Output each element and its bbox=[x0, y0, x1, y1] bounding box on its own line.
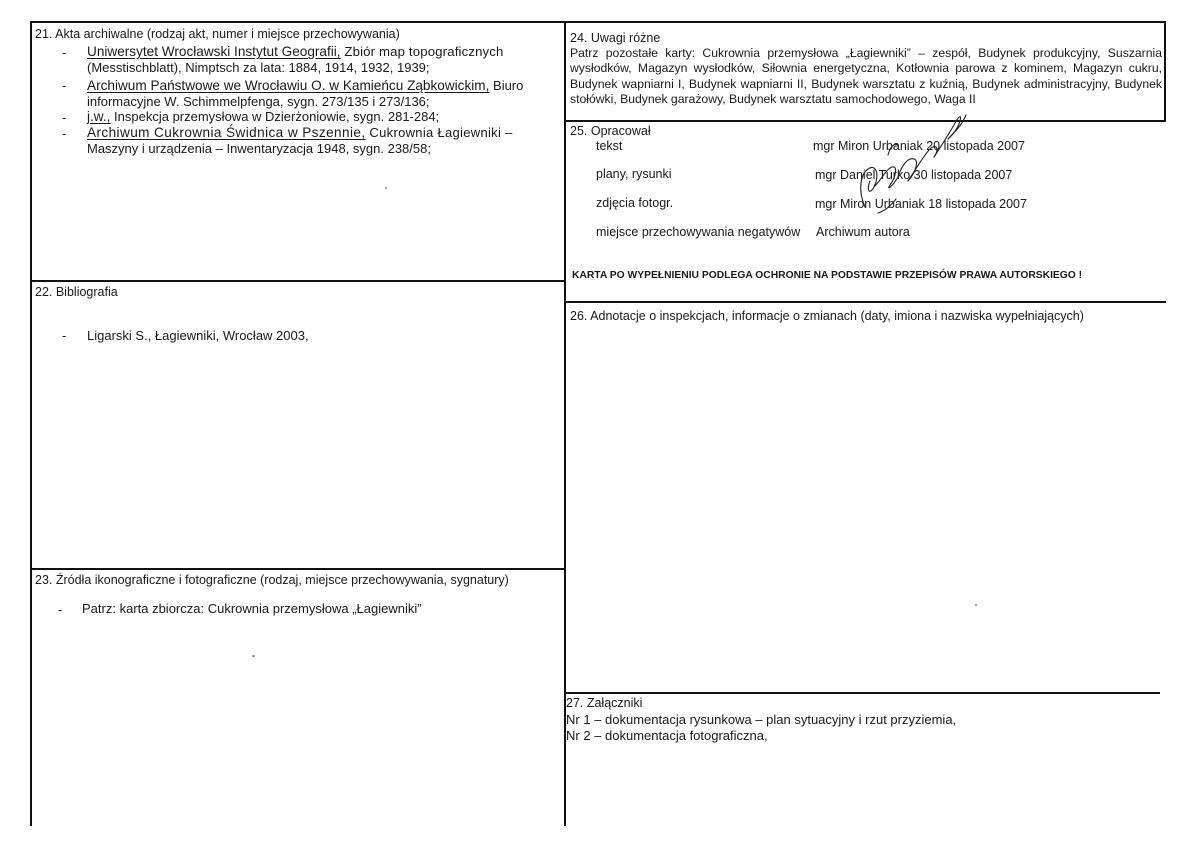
remarks-lead: Patrz pozostałe karty: bbox=[570, 46, 696, 60]
list-item-archive-4 bbox=[87, 125, 563, 141]
author-role-value: mgr Miron Urbaniak 18 listopada 2007 bbox=[815, 197, 1027, 211]
list-item-archive-4-cont: Maszyny i urządzenia – Inwentaryzacja 1948, sygn. 238/58; bbox=[87, 141, 431, 156]
handwritten-signature bbox=[830, 95, 970, 235]
right-border bbox=[1164, 21, 1166, 121]
list-bullet: - bbox=[62, 45, 67, 60]
iconography-item: Patrz: karta zbiorcza: Cukrownia przemysłowa „Łagiewniki” bbox=[82, 601, 422, 616]
attachment-item: Nr 1 – dokumentacja rysunkowa – plan sytuacyjny i rzut przyziemia, bbox=[566, 712, 957, 727]
archive-source-link: Archiwum Cukrownia Świdnica w Pszennie, bbox=[87, 125, 366, 140]
section-27-title: 27. Załączniki bbox=[566, 696, 643, 710]
list-item-archive-2-cont: informacyjne W. Schimmelpfenga, sygn. 273/135 i 273/136; bbox=[87, 94, 430, 109]
author-role-value: mgr Daniel Turko 30 listopada 2007 bbox=[815, 168, 1013, 182]
copyright-notice: KARTA PO WYPEŁNIENIU PODLEGA OCHRONIE NA PODSTAWIE PRZEPISÓW PRAWA AUTORSKIEGO ! bbox=[572, 270, 1083, 281]
left-border bbox=[30, 21, 32, 826]
remarks-body: Cukrownia przemysłowa „Łagiewniki” – zespół, Budynek produkcyjny, Suszarnia wysłodków, Magazyn wysłodków, Siłownia energetyczna, Kotłownia parowa z kominem, Magazyn cukru, Budynek wapniarni I, Budynek wapniarni II, Budynek warsztatu z kuźnią, Budynek administracyjny, Budynek stołówki, Budynek garażowy, Budynek warsztatu samochodowego, Waga II bbox=[570, 46, 1163, 106]
list-bullet: - bbox=[62, 110, 67, 125]
author-role-label: plany, rysunki bbox=[596, 167, 672, 181]
author-role-value: Archiwum autora bbox=[816, 225, 910, 239]
divider-26-27 bbox=[564, 692, 1160, 694]
list-item-archive-1-cont: (Messtischblatt), Nimptsch za lata: 1884, 1914, 1932, 1939; bbox=[87, 60, 430, 75]
bibliography-item: Ligarski S., Łagiewniki, Wrocław 2003, bbox=[87, 328, 309, 343]
archive-description: Cukrownia Łagiewniki – bbox=[365, 125, 513, 140]
list-bullet: - bbox=[62, 328, 67, 343]
section-25-title: 25. Opracował bbox=[570, 124, 651, 138]
scan-speck bbox=[252, 655, 255, 657]
section-23-title: 23. Źródła ikonograficzne i fotograficzne (rodzaj, miejsce przechowywania, sygnatury) bbox=[35, 573, 509, 587]
archive-source-link: Archiwum Państwowe we Wrocławiu O. w Kamieńcu Ząbkowickim, bbox=[87, 78, 490, 93]
top-border bbox=[30, 21, 1166, 23]
section-26-title: 26. Adnotacje o inspekcjach, informacje o zmianach (daty, imiona i nazwiska wypełniających) bbox=[570, 309, 1084, 323]
list-item-archive-3 bbox=[87, 109, 439, 125]
archive-description: Inspekcja przemysłowa w Dzierżoniowie, sygn. 281-284; bbox=[110, 109, 440, 124]
section-21-title: 21. Akta archiwalne (rodzaj akt, numer i miejsce przechowywania) bbox=[35, 27, 400, 41]
divider-25-26 bbox=[564, 301, 1166, 303]
archive-description: Zbiór map topograficznych bbox=[340, 44, 504, 59]
author-role-value: mgr Miron Urbaniak 20 listopada 2007 bbox=[813, 139, 1025, 153]
attachment-item: Nr 2 – dokumentacja fotograficzna, bbox=[566, 728, 768, 743]
archive-source-link: j.w., bbox=[87, 109, 111, 124]
archive-source-link: Uniwersytet Wrocławski Instytut Geografii, bbox=[87, 44, 341, 59]
list-item-archive-2 bbox=[87, 78, 563, 94]
author-role-label: zdjęcia fotogr. bbox=[596, 196, 674, 210]
list-bullet: - bbox=[62, 78, 67, 93]
list-item-archive-1 bbox=[87, 44, 563, 60]
list-bullet: - bbox=[58, 602, 63, 617]
author-role-label: miejsce przechowywania negatywów bbox=[596, 225, 801, 239]
author-role-label: tekst bbox=[596, 139, 623, 153]
list-bullet: - bbox=[62, 126, 67, 141]
divider-22-23 bbox=[30, 568, 566, 570]
archive-description: Biuro bbox=[489, 78, 524, 93]
section-22-title: 22. Bibliografia bbox=[35, 285, 118, 299]
section-24-title: 24. Uwagi różne bbox=[570, 31, 661, 45]
scan-speck bbox=[385, 187, 387, 189]
divider-21-22 bbox=[30, 280, 566, 282]
scan-speck bbox=[975, 604, 977, 606]
